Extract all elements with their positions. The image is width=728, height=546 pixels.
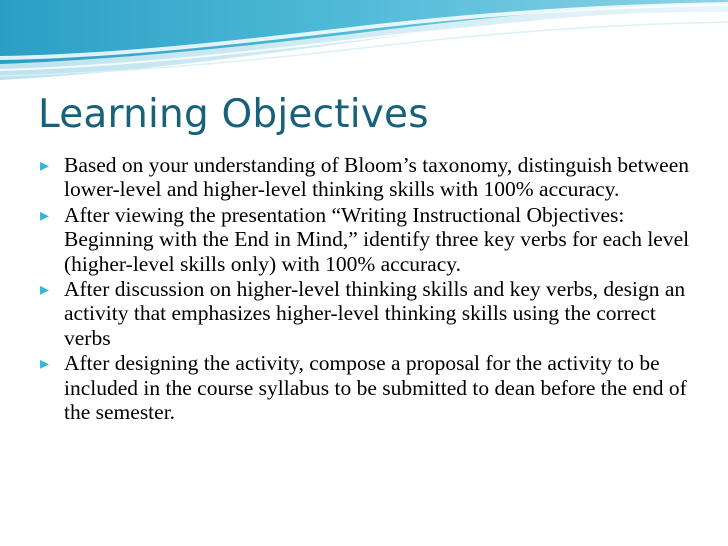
objective-text: After viewing the presentation “Writing Instructional Objectives: Beginning with the End in Mind,” identify three key verbs for each level (higher-level skills only) with 100% accuracy. [64,202,690,276]
objectives-list [40,153,690,425]
decorative-wave-band [0,0,728,96]
slide-title: Learning Objectives [38,92,429,137]
bullet-arrow-icon: ▸ [40,353,50,374]
list-item [40,277,690,350]
list-item [40,153,690,202]
objective-text: Based on your understanding of Bloom’s taxonomy, distinguish between lower-level and higher-level thinking skills with 100% accuracy. [64,153,690,202]
list-item [40,203,690,276]
list-item [40,351,690,424]
bullet-arrow-icon: ▸ [40,204,50,225]
bullet-arrow-icon: ▸ [40,279,50,300]
objective-text: After discussion on higher-level thinking skills and key verbs, design an activity that emphasizes higher-level thinking skills using the correct verbs [64,277,686,350]
bullet-arrow-icon: ▸ [40,155,50,175]
objective-text: After designing the activity, compose a proposal for the activity to be included in the course syllabus to be submitted to dean before the end of the semester. [64,351,687,425]
